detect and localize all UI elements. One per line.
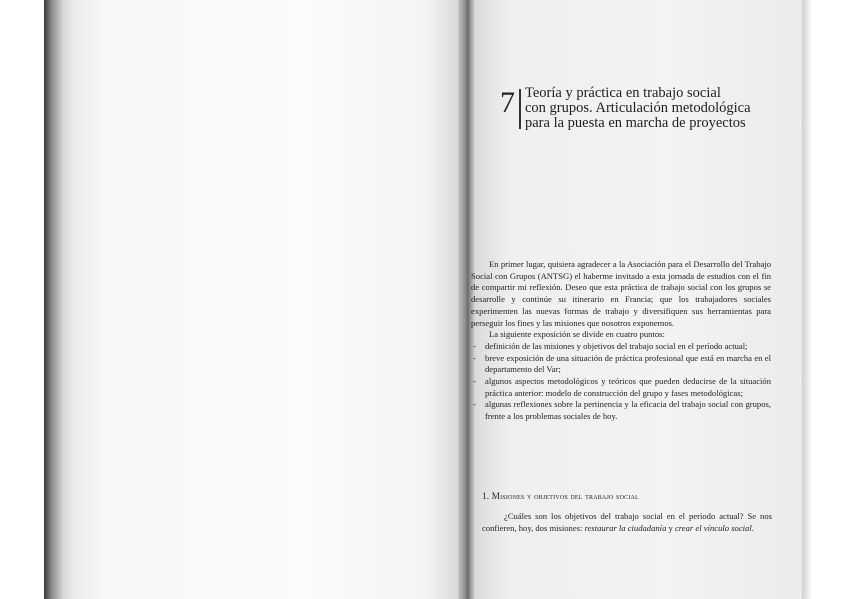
right-page-edge xyxy=(802,0,812,599)
list-item: - breve exposición de una situación de práctica profesional que está en marcha en el departamento del Var; xyxy=(473,352,771,375)
section-1-text xyxy=(482,511,772,534)
intro-text xyxy=(471,259,771,423)
italic-phrase: restaurar la ciudadanía xyxy=(584,522,667,533)
section-heading: 1. Misiones y objetivos del trabajo social xyxy=(482,491,639,501)
list-item: - algunas reflexiones sobre la pertinencia y la eficacia del trabajo social con grupos, frente a los problemas sociales de hoy. xyxy=(473,399,771,422)
chapter-title-line: Teoría y práctica en trabajo social xyxy=(525,85,721,101)
list-item: - definición de las misiones y objetivos del trabajo social en el período actual; xyxy=(473,340,748,351)
chapter-title-line: con grupos. Articulación metodológica xyxy=(525,100,751,116)
chapter-title xyxy=(525,86,795,131)
chapter-divider xyxy=(519,89,521,129)
intro-paragraph-1: En primer lugar, quisiera agradecer a la Asociación para el Desarrollo del Trabajo Social con Grupos (ANTSG) el haberme invitado a esta jornada de estudios con el fin de compartir mi reflexión. Deseo que esta práctica de trabajo social con los grupos se desarrolle y continúe su itinerario en Francia; que los trabajadores sociales experimenten las nuevas formas de trabajo y diversifiquen sus herramientas para perseguir los fines y las misiones que nosotros exponemos. xyxy=(471,259,771,328)
italic-phrase: crear el vínculo social xyxy=(674,522,752,533)
section-1-paragraph: ¿Cuáles son los objetivos del trabajo social en el período actual? Se nos confieren, hoy, dos misiones: restaurar la ciudadanía y crear el vínculo social. xyxy=(482,511,772,533)
points-list xyxy=(471,341,771,423)
chapter-title-line: para la puesta en marcha de proyectos xyxy=(525,115,746,131)
left-edge-shadow xyxy=(44,0,74,599)
list-item: - algunos aspectos metodológicos y teóricos que pueden deducirse de la situación práctica anterior: modelo de construcción del grupo y fases metodológicas; xyxy=(473,376,771,398)
chapter-number: 7 xyxy=(500,86,515,119)
left-page-blank xyxy=(74,0,458,599)
intro-paragraph-2: La siguiente exposición se divide en cuatro puntos: xyxy=(489,329,665,340)
